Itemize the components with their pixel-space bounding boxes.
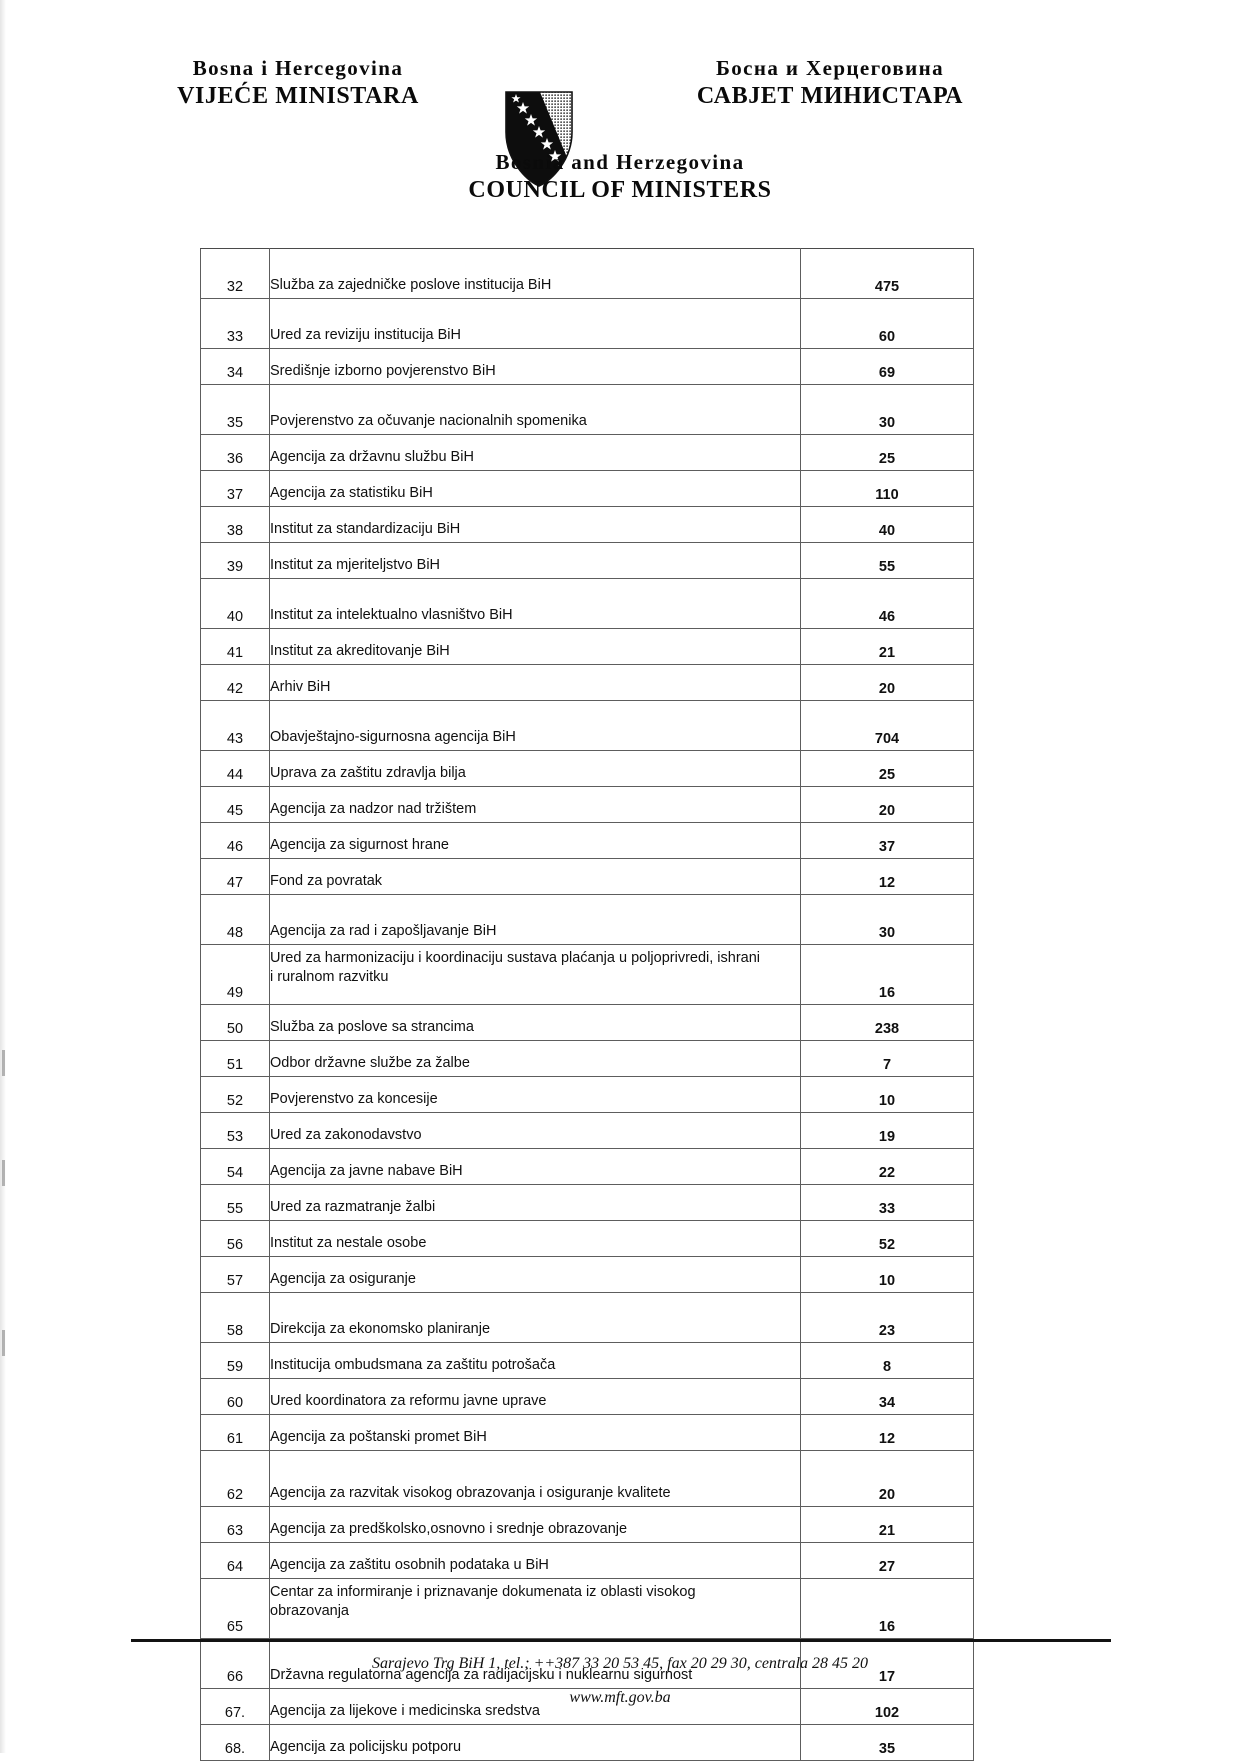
- institution-name-cell: Ured za razmatranje žalbi: [270, 1185, 801, 1221]
- scan-tick-artifact: [2, 1330, 5, 1356]
- employee-count-cell: 34: [801, 1379, 974, 1415]
- table-row: [201, 1507, 974, 1543]
- employee-count-cell: 25: [801, 435, 974, 471]
- row-index-cell: 49: [201, 945, 270, 1005]
- institution-name-cell: Agencija za poštanski promet BiH: [270, 1415, 801, 1451]
- institution-name-line-2: obrazovanja: [270, 1602, 349, 1619]
- institution-name-cell: Agencija za predškolsko,osnovno i srednje obrazovanje: [270, 1507, 801, 1543]
- row-index-cell: 64: [201, 1543, 270, 1579]
- institution-name-cell: Agencija za razvitak visokog obrazovanja i osiguranje kvalitete: [270, 1451, 801, 1507]
- row-index-cell: 62: [201, 1451, 270, 1507]
- table-row: [201, 249, 974, 299]
- institution-name-cell: Institut za standardizaciju BiH: [270, 507, 801, 543]
- institution-name-line-1: Ured za harmonizaciju i koordinaciju sustava plaćanja u poljoprivredi, ishrani: [270, 950, 761, 966]
- institution-name-cell: Ured koordinatora za reformu javne uprave: [270, 1379, 801, 1415]
- table-row: [201, 1149, 974, 1185]
- footer-divider: [131, 1639, 1111, 1642]
- institution-name-line-2: i ruralnom razvitku: [270, 968, 389, 985]
- table-row: [201, 1543, 974, 1579]
- row-index-cell: 63: [201, 1507, 270, 1543]
- table-row: [201, 895, 974, 945]
- row-index-cell: 40: [201, 579, 270, 629]
- table-row: [201, 1041, 974, 1077]
- letterhead-serbian-country: Босна и Херцеговина: [715, 56, 945, 80]
- institutions-table: [200, 248, 974, 1761]
- table-row: [201, 1257, 974, 1293]
- employee-count-cell: 25: [801, 751, 974, 787]
- employee-count-cell: 16: [801, 1579, 974, 1639]
- letterhead-english-country: Bosnia and Herzegovina: [495, 150, 745, 174]
- table-row: [201, 299, 974, 349]
- employee-count-cell: 12: [801, 1415, 974, 1451]
- institution-name-cell: Direkcija za ekonomsko planiranje: [270, 1293, 801, 1343]
- row-index-cell: 32: [201, 249, 270, 299]
- scan-edge-artifact: [0, 0, 6, 1753]
- institution-name-cell: Institut za nestale osobe: [270, 1221, 801, 1257]
- employee-count-cell: 22: [801, 1149, 974, 1185]
- institution-name-cell: Institucija ombudsmana za zaštitu potrošača: [270, 1343, 801, 1379]
- employee-count-cell: 69: [801, 349, 974, 385]
- institution-name-cell: Služba za poslove sa strancima: [270, 1005, 801, 1041]
- institution-name-cell: [270, 945, 801, 1005]
- employee-count-cell: 35: [801, 1725, 974, 1761]
- row-index-cell: 44: [201, 751, 270, 787]
- institution-name-cell: Agencija za lijekove i medicinska sredstva: [270, 1689, 801, 1725]
- row-index-cell: 45: [201, 787, 270, 823]
- employee-count-cell: 10: [801, 1077, 974, 1113]
- letterhead-english: [0, 150, 1240, 204]
- row-index-cell: 34: [201, 349, 270, 385]
- table-row: [201, 1077, 974, 1113]
- row-index-cell: 35: [201, 385, 270, 435]
- row-index-cell: 61: [201, 1415, 270, 1451]
- employee-count-cell: 475: [801, 249, 974, 299]
- row-index-cell: 43: [201, 701, 270, 751]
- institution-name-cell: Fond za povratak: [270, 859, 801, 895]
- institution-name-cell: Povjerenstvo za očuvanje nacionalnih spomenika: [270, 385, 801, 435]
- employee-count-cell: 20: [801, 1451, 974, 1507]
- table-row: [201, 385, 974, 435]
- institution-name-line-1: Centar za informiranje i priznavanje dokumenata iz oblasti visokog: [270, 1584, 696, 1600]
- institution-name-cell: Institut za akreditovanje BiH: [270, 629, 801, 665]
- employee-count-cell: 21: [801, 629, 974, 665]
- row-index-cell: 46: [201, 823, 270, 859]
- institution-name-cell: Agencija za osiguranje: [270, 1257, 801, 1293]
- employee-count-cell: 110: [801, 471, 974, 507]
- table-row: [201, 1293, 974, 1343]
- table-row: [201, 579, 974, 629]
- institutions-table-body: [201, 249, 974, 1761]
- institution-name-cell: Obavještajno-sigurnosna agencija BiH: [270, 701, 801, 751]
- institution-name-cell: Uprava za zaštitu zdravlja bilja: [270, 751, 801, 787]
- institution-name-cell: [270, 1579, 801, 1639]
- employee-count-cell: 8: [801, 1343, 974, 1379]
- row-index-cell: 48: [201, 895, 270, 945]
- table-row: [201, 1005, 974, 1041]
- scan-tick-artifact: [2, 1160, 5, 1186]
- table-row: [201, 435, 974, 471]
- table-row: [201, 1343, 974, 1379]
- employee-count-cell: 102: [801, 1689, 974, 1725]
- row-index-cell: 36: [201, 435, 270, 471]
- institution-name-cell: Agencija za nadzor nad tržištem: [270, 787, 801, 823]
- employee-count-cell: 60: [801, 299, 974, 349]
- employee-count-cell: 20: [801, 665, 974, 701]
- row-index-cell: 37: [201, 471, 270, 507]
- table-row: [201, 1451, 974, 1507]
- institution-name-cell: Arhiv BiH: [270, 665, 801, 701]
- table-row: [201, 665, 974, 701]
- employee-count-cell: 52: [801, 1221, 974, 1257]
- employee-count-cell: 21: [801, 1507, 974, 1543]
- table-row: [201, 751, 974, 787]
- institution-name-cell: Državna regulatorna agencija za radijacijsku i nuklearnu sigurnost: [270, 1639, 801, 1689]
- employee-count-cell: 19: [801, 1113, 974, 1149]
- employee-count-cell: 238: [801, 1005, 974, 1041]
- institution-name-cell: Središnje izborno povjerenstvo BiH: [270, 349, 801, 385]
- institution-name-cell: Agencija za statistiku BiH: [270, 471, 801, 507]
- row-index-cell: 60: [201, 1379, 270, 1415]
- table-row: [201, 1185, 974, 1221]
- table-row: [201, 1221, 974, 1257]
- row-index-cell: 59: [201, 1343, 270, 1379]
- employee-count-cell: 40: [801, 507, 974, 543]
- table-row: [201, 507, 974, 543]
- employee-count-cell: 46: [801, 579, 974, 629]
- table-row: [201, 1415, 974, 1451]
- employee-count-cell: 10: [801, 1257, 974, 1293]
- row-index-cell: 39: [201, 543, 270, 579]
- letterhead-english-body: COUNCIL OF MINISTERS: [468, 177, 772, 203]
- table-row: [201, 543, 974, 579]
- letterhead-bosnian-country: Bosna i Hercegovina: [192, 56, 404, 80]
- institution-name-cell: Odbor državne službe za žalbe: [270, 1041, 801, 1077]
- letterhead-bosnian: [118, 56, 478, 110]
- table-row: [201, 859, 974, 895]
- row-index-cell: 47: [201, 859, 270, 895]
- row-index-cell: 54: [201, 1149, 270, 1185]
- table-row: [201, 1379, 974, 1415]
- row-index-cell: 42: [201, 665, 270, 701]
- table-row: [201, 1725, 974, 1761]
- employee-count-cell: 33: [801, 1185, 974, 1221]
- institutions-table-container: [200, 248, 970, 1761]
- row-index-cell: 55: [201, 1185, 270, 1221]
- institution-name-cell: Ured za reviziju institucija BiH: [270, 299, 801, 349]
- row-index-cell: 57: [201, 1257, 270, 1293]
- table-row: [201, 349, 974, 385]
- institution-name-cell: Agencija za državnu službu BiH: [270, 435, 801, 471]
- employee-count-cell: 7: [801, 1041, 974, 1077]
- employee-count-cell: 27: [801, 1543, 974, 1579]
- employee-count-cell: 20: [801, 787, 974, 823]
- row-index-cell: 56: [201, 1221, 270, 1257]
- employee-count-cell: 37: [801, 823, 974, 859]
- institution-name-cell: Institut za intelektualno vlasništvo BiH: [270, 579, 801, 629]
- institution-name-cell: Agencija za policijsku potporu: [270, 1725, 801, 1761]
- table-row: [201, 629, 974, 665]
- row-index-cell: 38: [201, 507, 270, 543]
- row-index-cell: 66: [201, 1639, 270, 1689]
- footer-website: www.mft.gov.ba: [569, 1689, 671, 1706]
- row-index-cell: 50: [201, 1005, 270, 1041]
- table-row: [201, 787, 974, 823]
- row-index-cell: 33: [201, 299, 270, 349]
- institution-name-cell: Institut za mjeriteljstvo BiH: [270, 543, 801, 579]
- footer-address-line: Sarajevo Trg BiH 1, tel.; ++387 33 20 53 45, fax 20 29 30, centrala 28 45 20: [371, 1655, 869, 1672]
- employee-count-cell: 23: [801, 1293, 974, 1343]
- institution-name-cell: Agencija za rad i zapošljavanje BiH: [270, 895, 801, 945]
- employee-count-cell: 17: [801, 1639, 974, 1689]
- institution-name-cell: Agencija za sigurnost hrane: [270, 823, 801, 859]
- row-index-cell: 65: [201, 1579, 270, 1639]
- table-row: [201, 701, 974, 751]
- scan-tick-artifact: [2, 1050, 5, 1076]
- employee-count-cell: 30: [801, 895, 974, 945]
- table-row: [201, 823, 974, 859]
- letterhead: [0, 46, 1240, 206]
- employee-count-cell: 30: [801, 385, 974, 435]
- institution-name-cell: Služba za zajedničke poslove institucija BiH: [270, 249, 801, 299]
- row-index-cell: 53: [201, 1113, 270, 1149]
- letterhead-serbian-body: САВЈЕТ МИНИСТАРА: [696, 83, 964, 109]
- table-row: [201, 1113, 974, 1149]
- table-row: [201, 945, 974, 1005]
- table-row: [201, 1579, 974, 1639]
- institution-name-cell: Agencija za zaštitu osobnih podataka u BiH: [270, 1543, 801, 1579]
- row-index-cell: 51: [201, 1041, 270, 1077]
- employee-count-cell: 16: [801, 945, 974, 1005]
- letterhead-serbian: [640, 56, 1020, 110]
- letterhead-bosnian-body: VIJEĆE MINISTARA: [177, 83, 419, 109]
- institution-name-cell: Agencija za javne nabave BiH: [270, 1149, 801, 1185]
- row-index-cell: 52: [201, 1077, 270, 1113]
- row-index-cell: 41: [201, 629, 270, 665]
- employee-count-cell: 704: [801, 701, 974, 751]
- row-index-cell: 67.: [201, 1689, 270, 1725]
- employee-count-cell: 12: [801, 859, 974, 895]
- row-index-cell: 58: [201, 1293, 270, 1343]
- page-footer: [0, 1655, 1240, 1707]
- table-row: [201, 471, 974, 507]
- letterhead-top-row: [0, 46, 1240, 132]
- institution-name-cell: Ured za zakonodavstvo: [270, 1113, 801, 1149]
- employee-count-cell: 55: [801, 543, 974, 579]
- institution-name-cell: Povjerenstvo za koncesije: [270, 1077, 801, 1113]
- row-index-cell: 68.: [201, 1725, 270, 1761]
